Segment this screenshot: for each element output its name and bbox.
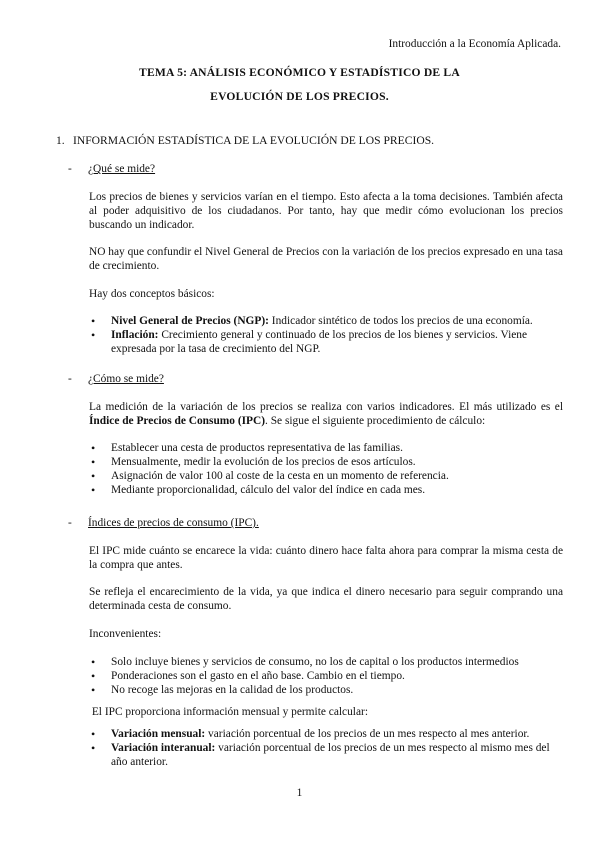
- list-item: • No recoge las mejoras en la calidad de los productos.: [89, 683, 563, 697]
- list-item: • Establecer una cesta de productos representativa de las familias.: [89, 441, 563, 455]
- paragraph: Se refleja el encarecimiento de la vida, ya que indica el dinero necesario para seguir comprando una determinada cesta de consumo.: [89, 586, 563, 612]
- bold-term: Nivel General de Precios (NGP):: [111, 315, 269, 327]
- bold-term: Variación mensual:: [111, 728, 206, 740]
- list-item: • Asignación de valor 100 al coste de la cesta en un momento de referencia.: [89, 469, 563, 483]
- running-header: Introducción a la Economía Aplicada.: [388, 38, 561, 50]
- subheading-label: Índices de precios de consumo (IPC).: [88, 517, 259, 529]
- document-title-line-1: TEMA 5: ANÁLISIS ECONÓMICO Y ESTADÍSTICO DE LA: [139, 66, 460, 79]
- subheading-label: ¿Cómo se mide?: [88, 373, 164, 385]
- bullet-list-concepts: [89, 314, 563, 356]
- section-title: INFORMACIÓN ESTADÍSTICA DE LA EVOLUCIÓN DE LOS PRECIOS.: [73, 134, 435, 147]
- list-item: • Solo incluye bienes y servicios de consumo, no los de capital o los productos intermedios: [89, 655, 563, 669]
- list-item: [89, 741, 563, 769]
- bullet-list-procedure: [89, 441, 563, 497]
- definition-text: variación porcentual de los precios de un mes respecto al mismo mes del año anterior.: [111, 742, 550, 768]
- bullet-list-variaciones: [89, 727, 563, 769]
- definition-text: variación porcentual de los precios de un mes respecto al mes anterior.: [205, 728, 530, 740]
- bold-term: Índice de Precios de Consumo (IPC): [89, 415, 266, 427]
- dash-marker: -: [68, 373, 72, 385]
- subheading-como-se-mide: [68, 372, 164, 386]
- subheading-label: ¿Qué se mide?: [88, 163, 156, 175]
- section-heading: [56, 134, 434, 148]
- list-item: [89, 727, 563, 741]
- definition-text: Indicador sintético de todos los precios de una economía.: [268, 315, 533, 327]
- section-number: 1.: [56, 134, 65, 147]
- list-item: [89, 328, 563, 356]
- bold-term: Variación interanual:: [111, 742, 216, 754]
- bullet-list-inconvenientes: [89, 655, 563, 697]
- list-item: [89, 314, 563, 328]
- document-title-line-2: EVOLUCIÓN DE LOS PRECIOS.: [210, 90, 389, 103]
- paragraph: Inconvenientes:: [89, 628, 162, 640]
- page-number: 1: [296, 787, 303, 799]
- paragraph-text: . Se sigue el siguiente procedimiento de cálculo:: [265, 415, 486, 427]
- subheading-que-se-mide: [68, 162, 155, 176]
- dash-marker: -: [68, 517, 72, 529]
- paragraph: Los precios de bienes y servicios varían en el tiempo. Esto afecta a la toma decisiones. También afecta al poder adquisitivo de los ciudadanos. Por tanto, hay que medir cómo evolucionan los precios buscando un indicador.: [89, 191, 563, 231]
- paragraph: NO hay que confundir el Nivel General de Precios con la variación de los precios expresado en una tasa de crecimiento.: [89, 246, 563, 272]
- subheading-ipc: [68, 516, 259, 530]
- bold-term: Inflación:: [111, 329, 159, 341]
- list-item: • Mensualmente, medir la evolución de los precios de esos artículos.: [89, 455, 563, 469]
- list-item: • Mediante proporcionalidad, cálculo del valor del índice en cada mes.: [89, 483, 563, 497]
- paragraph: El IPC proporciona información mensual y permite calcular:: [89, 706, 368, 718]
- paragraph-text: La medición de la variación de los precios se realiza con varios indicadores. El más utilizado es el: [89, 401, 563, 413]
- definition-text: Crecimiento general y continuado de los precios de los bienes y servicios. Viene expresada por la tasa de crecimiento del NGP.: [111, 329, 528, 355]
- paragraph: El IPC mide cuánto se encarece la vida: cuánto dinero hace falta ahora para comprar la misma cesta de la compra que antes.: [89, 545, 563, 571]
- dash-marker: -: [68, 163, 72, 175]
- list-item: • Ponderaciones son el gasto en el año base. Cambio en el tiempo.: [89, 669, 563, 683]
- paragraph: [89, 400, 563, 428]
- paragraph: Hay dos conceptos básicos:: [89, 288, 215, 300]
